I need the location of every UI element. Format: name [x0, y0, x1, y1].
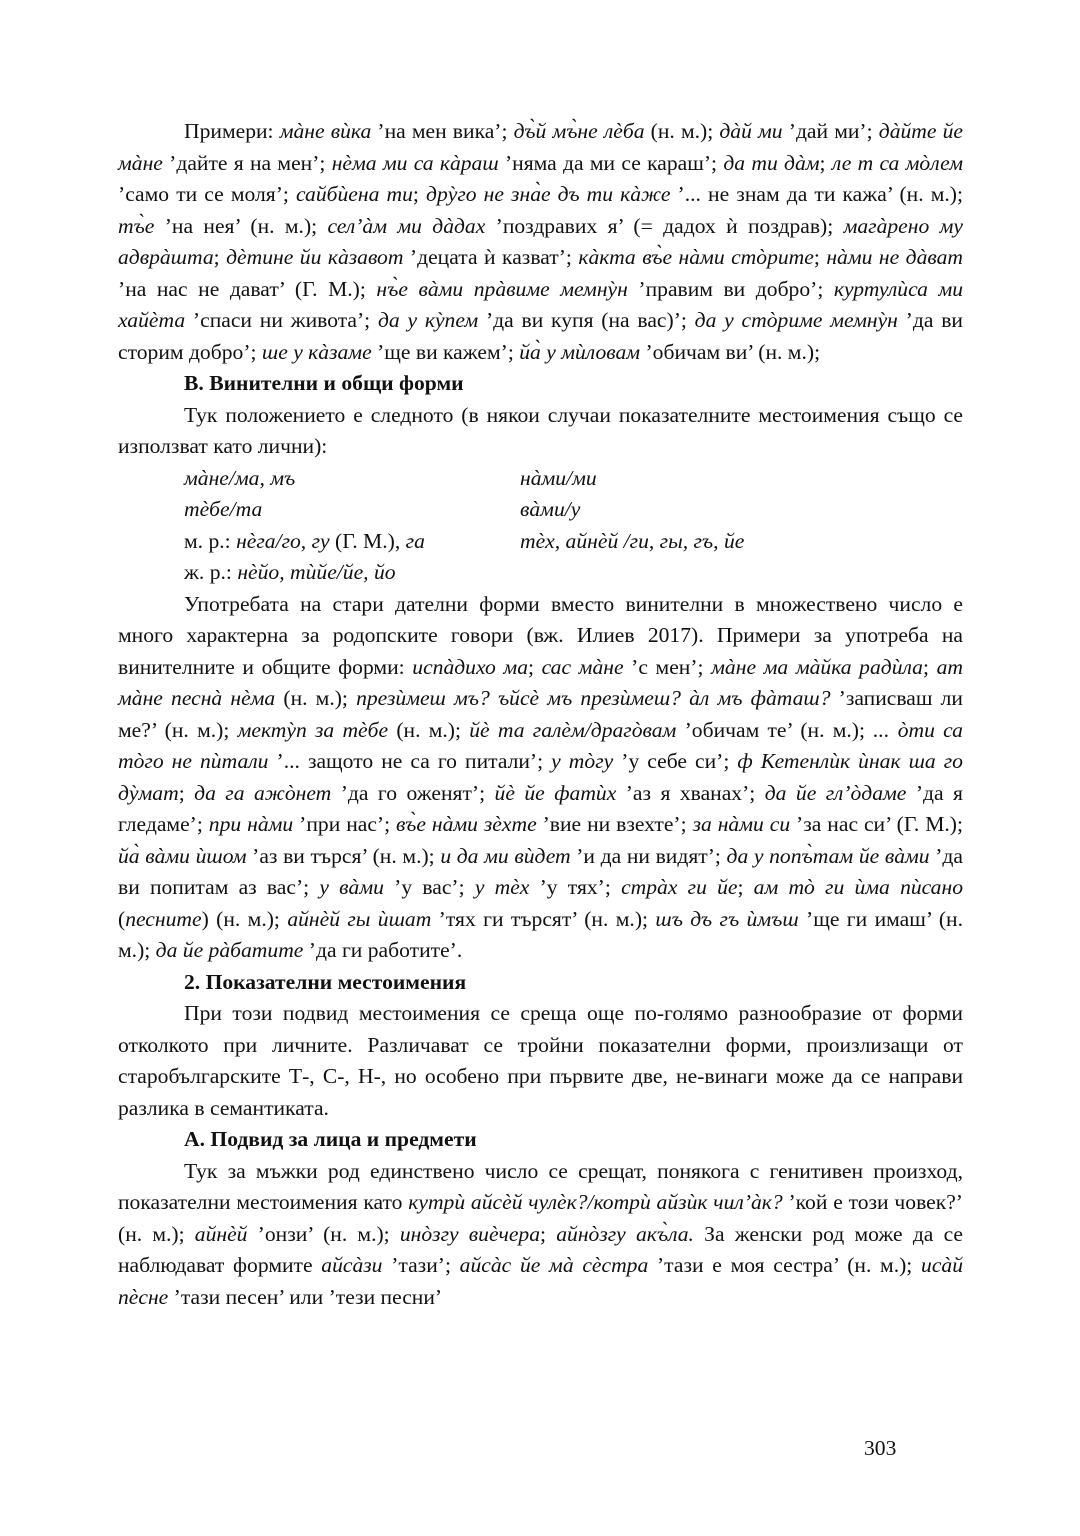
body-text	[118, 116, 963, 1313]
form-2sg: тѐбе/та	[184, 497, 263, 521]
forms-table-row	[118, 526, 963, 558]
form-3sg-fem: ж. р.: нѐйо, тѝйе/йе, йо	[184, 560, 396, 584]
page-number: 303	[864, 1436, 897, 1460]
heading-persons-objects: А. Подвид за лица и предмети	[184, 1127, 477, 1151]
forms-table-row	[118, 494, 963, 526]
form-3pl: тѐх, айнѐй /ги, гы, гъ, йе	[520, 528, 745, 553]
heading-accusative-forms: В. Винителни и общи форми	[184, 371, 464, 395]
heading-demonstrative-pronouns: 2. Показателни местоимения	[184, 969, 467, 994]
paragraph-accusative-intro: Тук положението е следното (в някои случаи показателните местоимения също се използват като лични):	[118, 402, 963, 458]
form-1pl: нàми/ми	[520, 465, 597, 490]
paragraph-examples-dative: Примери: мàне вѝка ’на мен вика’; дъ̀й мъ̀не лѐба (н. м.); дàй ми ’дай ми’; дàйте йе мàне ’дайте я на мен’; нѐма ми са кàраш ’няма да ми се караш’; да ти дàм; ле т са мòлем ’само ти се моля’; сайбѝена ти; дрỳго не зна̀е дъ ти кàже ’... не знам да ти кажа’ (н. м.); тъ̀е ’на нея’ (н. м.); сел’àм ми дàдах ’поздравих я’ (= дадох ѝ поздрав); магàрено му адврàшта; дѐтине йи кàзавот ’децата ѝ казват’; кàкта въ̀е нàми стòрите; нàми не дàват ’на нас не дават’ (Г. М.); нъ̀е вàми прàвиме мемнỳн ’правим ви добро’; куртулѝса ми хайѐта ’спаси ни живота’; да у кỳпем ’да ви купя (на вас)’; да у стòриме мемнỳн ’да ви сторим добро’; ше у кàзаме ’ще ви кажем’; йа̀ у мѝловам ’обичам ви’ (н. м.);	[118, 119, 964, 364]
forms-table	[118, 463, 963, 495]
form-3sg-masc: м. р.: нѐга/го, гу (Г. М.), га	[184, 528, 425, 553]
forms-table-row	[118, 557, 963, 589]
paragraph-demonstrative-intro: При този подвид местоимения се среща още по-голямо разнообразие от форми отколкото при личните. Различават се тройни показателни форми, произлизащи от старобългарските Т-, С-, Н-, но особено при първите две, не-винаги може да се направи разлика в семантиката.	[118, 1001, 963, 1120]
form-2pl: вàми/у	[520, 497, 581, 521]
paragraph-accusative-usage: Употребата на стари дателни форми вместо винителни в множествено число е много характерна за родопските говори (вж. Илиев 2017). Примери за употреба на винителните и общите форми: испàдихо ма; сас мàне ’с мен’; мàне ма мàйка радѝла; ат мàне песнà нѐма (н. м.); презѝмеш мъ? ъйсѐ мъ презѝмеш? àл мъ фàташ? ’записваш ли ме?’ (н. м.); мектỳп за тѐбе (н. м.); йѐ та галѐм/драгòвам ’обичам те’ (н. м.); ... òти са тòго не пѝтали ’... защото не са го питали’; у тòгу ’у себе си’; ф Кетенлѝк ѝнак ша го дỳмат; да га ажòнет ’да го оженят’; йѐ йе фатѝх ’аз я хванах’; да йе гл’òдаме ’да я гледаме’; при нàми ’при нас’; въ̀е нàми зѐхте ’вие ни взехте’; за нàми си ’за нас си’ (Г. М.); йа̀ вàми ѝшом ’аз ви търся’ (н. м.); и да ми вѝдет ’и да ни видят’; да у попъ̀там йе вàми ’да ви попитам аз вас’; у вàми ’у вас’; у тѐх ’у тях’; стрàх ги йе; ам тò ги ѝма пѝсано (песните) (н. м.); айнѐй гы ѝшат ’тях ги търсят’ (н. м.); шъ дъ гъ ѝмъш ’ще ги имаш’ (н. м.); да йе рàбатите ’да ги работите’.	[118, 591, 964, 962]
paragraph-persons-objects: Тук за мъжки род единствено число се срещат, понякога с генитивен произход, показателни местоимения като кутрѝ айсѐй чулѐк?/котрѝ айзѝк чил’àк? ’кой е този човек?’ (н. м.); айнѐй ’онзи’ (н. м.); инòзгу виѐчера; айнòзгу акъ̀ла. За женски род може да се наблюдават формите айсàзи ’тази’; айсàс йе мà сѐстра ’тази е моя сестра’ (н. м.); исàй пѐсне ’тази песен’ или ’тези песни’	[118, 1158, 964, 1309]
form-1sg: мàне/ма, мъ	[184, 465, 296, 490]
